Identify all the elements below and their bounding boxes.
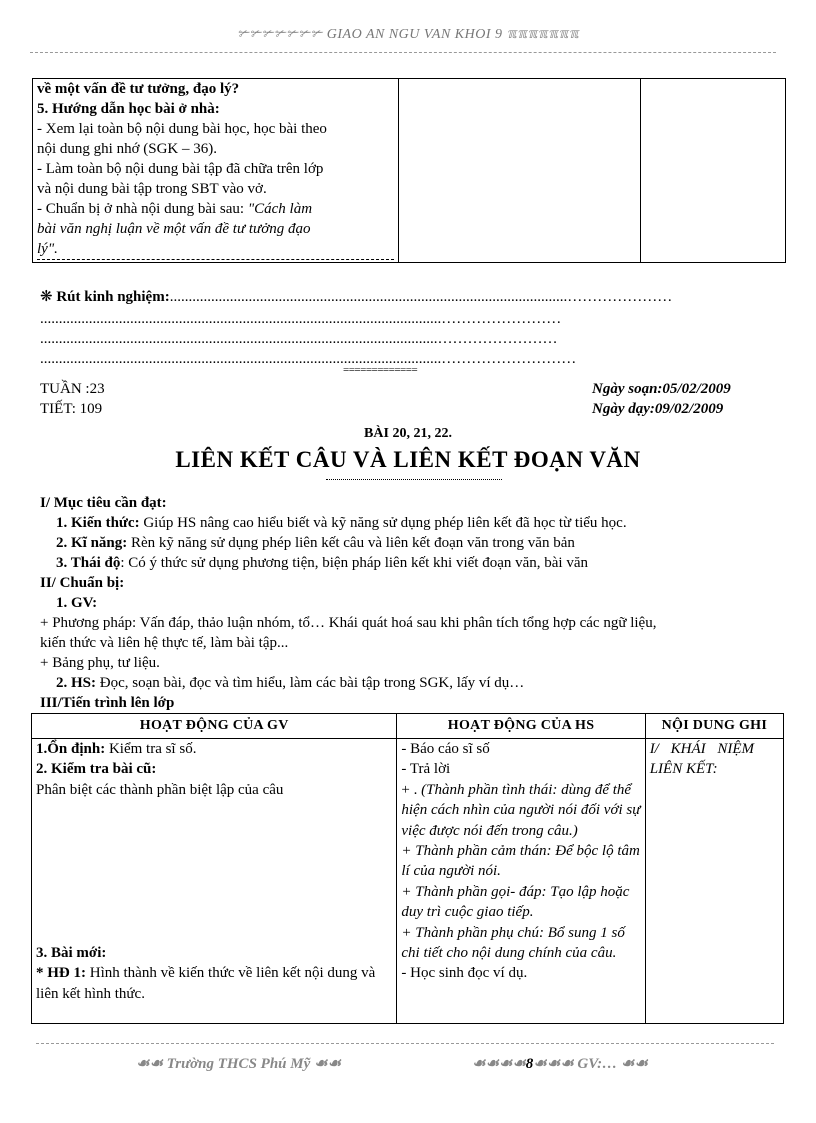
on-dinh: 1.Ổn định: Kiểm tra sĩ số. bbox=[36, 741, 197, 757]
column-header-hs: HOẠT ĐỘNG CỦA HS bbox=[397, 714, 645, 739]
homework-line: và nội dung bài tập trong SBT vào vở. bbox=[37, 181, 267, 197]
homework-line: nội dung ghi nhớ (SGK – 36). bbox=[37, 141, 218, 157]
column-header-gv: HOẠT ĐỘNG CỦA GV bbox=[32, 714, 397, 739]
header-divider bbox=[30, 52, 776, 53]
gv-activity-cell bbox=[32, 739, 397, 1024]
page-number: 8 bbox=[525, 1056, 534, 1072]
noi-dung-line: I/ KHÁI NIỆM bbox=[649, 741, 755, 757]
title-underline bbox=[326, 479, 502, 480]
ngay-day: Ngày dạy:09/02/2009 bbox=[592, 401, 724, 417]
separator: ============= bbox=[343, 364, 418, 376]
homework-line: - Chuẩn bị ở nhà nội dung bài sau: "Cách làm bbox=[37, 201, 313, 217]
hd1: * HĐ 1: Hình thành về kiến thức về liên kết nội dung và liên kết hình thức. bbox=[36, 965, 376, 1002]
homework-heading: 5. Hướng dẫn học bài ở nhà: bbox=[37, 101, 220, 117]
bai-moi-label: 3. Bài mới: bbox=[36, 945, 107, 962]
gv-heading: 1. GV: bbox=[56, 595, 98, 611]
hs-line: - Trả lời bbox=[401, 761, 451, 778]
hs-prep: 2. HS: Đọc, soạn bài, đọc và tìm hiểu, làm các bài tập trong SGK, lấy ví dụ… bbox=[56, 675, 525, 691]
noi-dung-cell bbox=[645, 739, 783, 1024]
rut-kinh-nghiem-label: Rút kinh nghiệm: bbox=[56, 289, 170, 305]
flourish-icon: ☙☙ bbox=[136, 1056, 163, 1072]
previous-lesson-table bbox=[32, 78, 786, 263]
bang-phu: + Bảng phụ, tư liệu. bbox=[40, 655, 160, 671]
flourish-icon: ☙☙ bbox=[314, 1056, 341, 1072]
noi-dung-line: LIÊN KẾT: bbox=[649, 761, 718, 778]
flourish-icon: ☙☙ bbox=[620, 1056, 648, 1072]
muc-tieu-heading: I/ Mục tiêu cần đạt: bbox=[40, 495, 167, 511]
hs-line: + Thành phần gọi- đáp: Tạo lập hoặc duy trì cuộc giao tiếp. bbox=[401, 883, 630, 921]
footer-school: ☙☙ Trường THCS Phú Mỹ ☙☙ bbox=[136, 1056, 341, 1072]
kiem-tra-label: 2. Kiểm tra bài cũ: bbox=[36, 761, 157, 778]
flourish-icon: ☙☙☙ bbox=[533, 1056, 574, 1072]
tiet: TIẾT: 109 bbox=[40, 401, 103, 417]
homework-line: lý". bbox=[37, 239, 394, 260]
phuong-phap-line: + Phương pháp: Vấn đáp, thảo luận nhóm, tổ… Khái quát hoá sau khi phân tích tổng hợp các ngữ liệu, bbox=[40, 615, 657, 631]
empty-cell bbox=[398, 79, 641, 263]
header-right-ornament-icon: ℼℼℼℼℼℼℼ bbox=[506, 27, 579, 42]
tien-trinh-heading: III/Tiến trình lên lớp bbox=[40, 695, 175, 711]
footer-page: ☙☙☙☙8☙☙☙ GV:… ☙☙ bbox=[472, 1056, 648, 1072]
scissors-ornament-icon: ✃✃✃✃✃✃✃ bbox=[237, 27, 323, 42]
ki-nang: 2. Kĩ năng: Rèn kỹ năng sử dụng phép liên kết câu và liên kết đoạn văn trong văn bản bbox=[56, 535, 575, 551]
header-title: GIAO AN NGU VAN KHOI 9 bbox=[326, 27, 503, 42]
lesson-number: BÀI 20, 21, 22. bbox=[364, 426, 452, 441]
phuong-phap-line: kiến thức và liên hệ thực tế, làm bài tập... bbox=[40, 635, 289, 651]
hs-line: + . (Thành phần tình thái: dùng để thể hiện cách nhìn của người nói đối với sự việc được nói đến trong câu.) bbox=[401, 781, 641, 839]
dotted-line: ...........................................................................................................…………………… bbox=[40, 311, 562, 327]
question-line: về một vấn đề tư tưởng, đạo lý? bbox=[37, 81, 240, 97]
activity-table bbox=[31, 713, 784, 1024]
hs-line: + Thành phần cảm thán: Để bộc lộ tâm lí của người nói. bbox=[401, 843, 640, 880]
hs-line: - Học sinh đọc ví dụ. bbox=[401, 965, 528, 982]
page-title: LIÊN KẾT CÂU VÀ LIÊN KẾT ĐOẠN VĂN bbox=[175, 447, 641, 472]
column-header-noi-dung: NỘI DUNG GHI bbox=[645, 714, 783, 739]
page-header bbox=[0, 26, 816, 43]
kiem-tra-text: Phân biệt các thành phần biệt lập của câu bbox=[36, 781, 284, 798]
hs-line: + Thành phần phụ chú: Bổ sung 1 số chi tiết cho nội dung chính của câu. bbox=[401, 924, 625, 962]
footer-divider bbox=[36, 1043, 774, 1044]
chuan-bi-heading: II/ Chuẩn bị: bbox=[40, 575, 125, 591]
tuan: TUẦN :23 bbox=[40, 381, 105, 397]
homework-line: - Xem lại toàn bộ nội dung bài học, học bài theo bbox=[37, 121, 327, 137]
dotted-line: ...........................................................................................................……………………… bbox=[40, 351, 577, 367]
homework-line: bài văn nghị luận về một vấn đề tư tưởng đạo bbox=[37, 221, 311, 237]
asterisk-icon: ❋ bbox=[40, 289, 53, 305]
previous-lesson-cell bbox=[33, 79, 399, 263]
kien-thuc: 1. Kiến thức: Giúp HS nâng cao hiểu biết và kỹ năng sử dụng phép liên kết đã học từ tiểu học. bbox=[56, 515, 627, 531]
flourish-icon: ☙☙☙☙ bbox=[472, 1056, 526, 1072]
dotted-line: ..........................................................................................................…………………… bbox=[40, 331, 558, 347]
thai-do: 3. Thái độ: Có ý thức sử dụng phương tiện, biện pháp liên kết khi viết đoạn văn, bài văn bbox=[56, 555, 589, 571]
empty-cell bbox=[641, 79, 786, 263]
hs-activity-cell bbox=[397, 739, 645, 1024]
rut-kinh-nghiem-line: ❋ Rút kinh nghiệm:..........................................................................................................………………… bbox=[40, 289, 673, 305]
hs-line: - Báo cáo sĩ số bbox=[401, 741, 490, 757]
ngay-soan: Ngày soạn:05/02/2009 bbox=[592, 381, 731, 397]
homework-line: - Làm toàn bộ nội dung bài tập đã chữa trên lớp bbox=[37, 161, 324, 177]
